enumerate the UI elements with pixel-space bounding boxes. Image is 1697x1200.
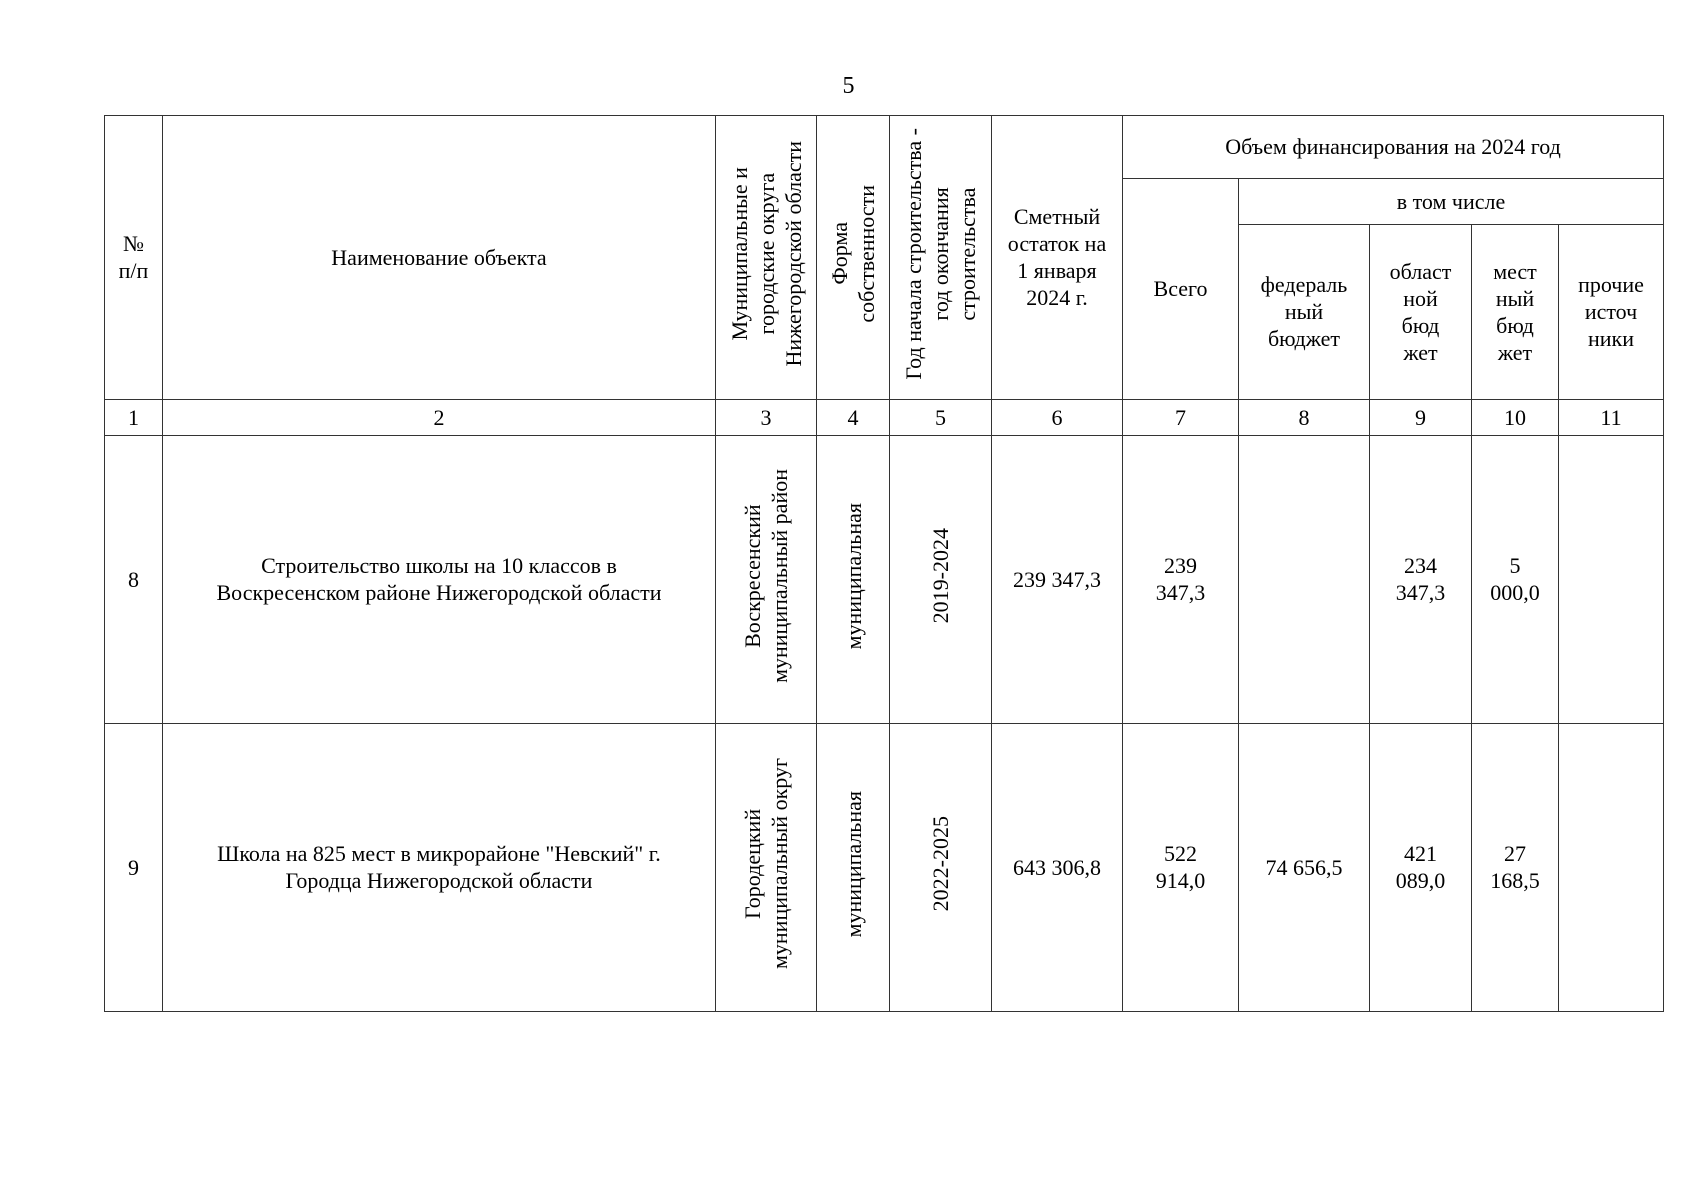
row-years: 2022-2025: [890, 724, 992, 1012]
row-other: [1559, 724, 1664, 1012]
table-row: [105, 724, 1664, 1012]
row-municipality: Городецкий муниципальный округ: [716, 724, 817, 1012]
column-number: 6: [992, 400, 1123, 436]
row-other: [1559, 436, 1664, 724]
column-number: 3: [716, 400, 817, 436]
row-local: 27 168,5: [1472, 724, 1559, 1012]
column-number: 5: [890, 400, 992, 436]
header-funding: Объем финансирования на 2024 год: [1123, 116, 1664, 179]
row-estimate: 239 347,3: [992, 436, 1123, 724]
row-regional: 234 347,3: [1370, 436, 1472, 724]
header-row-1: [105, 116, 1664, 179]
row-federal: 74 656,5: [1239, 724, 1370, 1012]
header-years: Год начала строительства - год окончания строительства: [890, 116, 992, 400]
column-number: 9: [1370, 400, 1472, 436]
row-total: 522 914,0: [1123, 724, 1239, 1012]
row-name: Школа на 825 мест в микрорайоне "Невский" г. Городца Нижегородской области: [163, 724, 716, 1012]
row-ownership: муниципальная: [817, 436, 890, 724]
row-federal: [1239, 436, 1370, 724]
header-federal: федераль ный бюджет: [1239, 225, 1370, 400]
row-num: 9: [105, 724, 163, 1012]
column-number: 11: [1559, 400, 1664, 436]
row-total: 239 347,3: [1123, 436, 1239, 724]
objects-table: [104, 115, 1664, 1012]
header-total: Всего: [1123, 179, 1239, 400]
row-ownership: муниципальная: [817, 724, 890, 1012]
row-municipality: Воскресенский муниципальный район: [716, 436, 817, 724]
column-numbers-row: [105, 400, 1664, 436]
header-num: № п/п: [105, 116, 163, 400]
row-years: 2019-2024: [890, 436, 992, 724]
column-number: 8: [1239, 400, 1370, 436]
header-including: в том числе: [1239, 179, 1664, 225]
header-regional: област ной бюд жет: [1370, 225, 1472, 400]
header-local: мест ный бюд жет: [1472, 225, 1559, 400]
header-municipality: Муниципальные и городские округа Нижегородской области: [716, 116, 817, 400]
row-regional: 421 089,0: [1370, 724, 1472, 1012]
header-ownership: Форма собственности: [817, 116, 890, 400]
column-number: 1: [105, 400, 163, 436]
row-num: 8: [105, 436, 163, 724]
column-number: 7: [1123, 400, 1239, 436]
row-estimate: 643 306,8: [992, 724, 1123, 1012]
header-other: прочие источ ники: [1559, 225, 1664, 400]
column-number: 10: [1472, 400, 1559, 436]
column-number: 4: [817, 400, 890, 436]
page-number: 5: [842, 73, 855, 99]
row-local: 5 000,0: [1472, 436, 1559, 724]
header-estimate: Сметный остаток на 1 января 2024 г.: [992, 116, 1123, 400]
table-row: [105, 436, 1664, 724]
row-name: Строительство школы на 10 классов в Воскресенском районе Нижегородской области: [163, 436, 716, 724]
header-name: Наименование объекта: [163, 116, 716, 400]
column-number: 2: [163, 400, 716, 436]
